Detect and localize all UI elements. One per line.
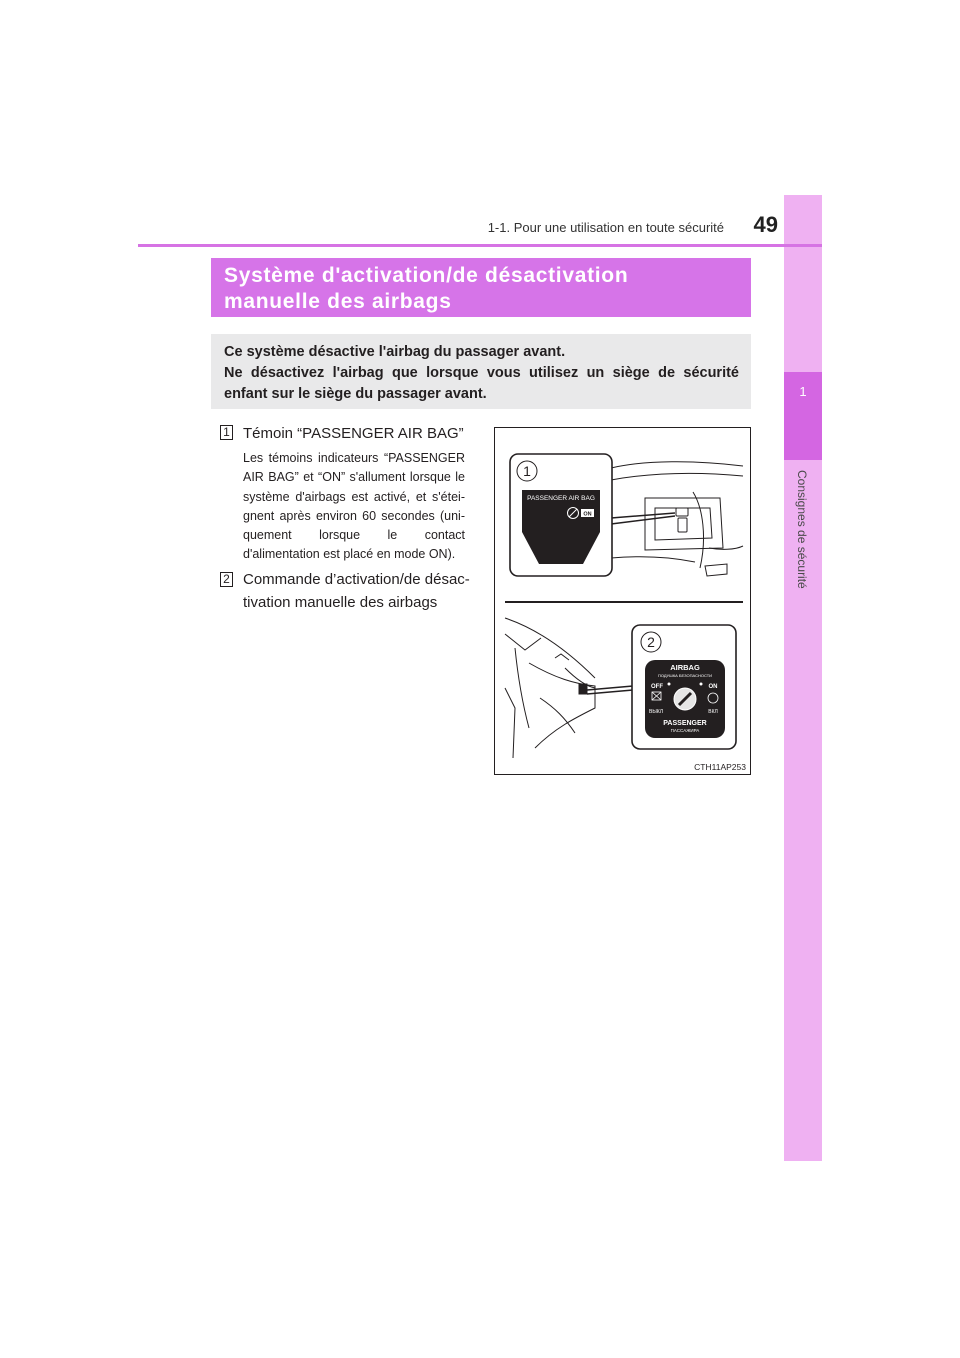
chapter-side-tab (784, 195, 822, 1161)
item-2-title-line1: Commande d’activation/de désac- (243, 571, 470, 588)
airbag-illustration (495, 428, 750, 774)
item-1-body-line: système d'airbags est activé, et s'étei- (243, 489, 465, 504)
section-title-line2: manuelle des airbags (224, 290, 452, 313)
item-1-body-line: d'alimentation est placé en mode ON). (243, 547, 456, 562)
callout-2-number: 2 (647, 634, 655, 650)
switch-on-label: ON (708, 684, 718, 690)
switch-bottom-label: PASSENGER (663, 720, 707, 727)
item-1-body-line: Les témoins indicateurs “PASSENGER (243, 451, 465, 465)
item-1-body-line: AIR BAG” et “ON” s'allument lorsque le (243, 470, 465, 485)
on-dot-icon (700, 683, 703, 686)
switch-top-label-ru: ПОДУШКА БЕЗОПАСНОСТИ (657, 673, 713, 678)
intro-line3: enfant sur le siège du passager avant. (224, 386, 487, 402)
switch-on-label-ru: ВКЛ (708, 709, 718, 715)
section-title-box (211, 258, 751, 317)
item-2-title-line2: tivation manuelle des airbags (243, 594, 438, 611)
page-number: 49 (753, 212, 778, 237)
callout-2-leader (587, 686, 633, 694)
item-number-badge: 2 (220, 572, 233, 587)
chapter-number: 1 (799, 384, 807, 399)
intro-line1: Ce système désactive l'airbag du passager avant. (224, 344, 566, 360)
item-1-body-line: gnent après environ 60 secondes (uni- (243, 508, 465, 523)
switch-off-label: OFF (651, 684, 663, 690)
off-dot-icon (668, 683, 671, 686)
item-1-title: Témoin “PASSENGER AIR BAG” (243, 425, 464, 442)
callout-1-number: 1 (523, 463, 531, 479)
intro-box (211, 334, 751, 409)
section-title-line1: Système d'activation/de désactivation (224, 264, 629, 287)
header-section-title: 1-1. Pour une utilisation en toute sécurité (487, 220, 724, 235)
figure-code: CTH11AP253 (694, 762, 746, 772)
airbag-figure (494, 427, 751, 775)
item-1-body (243, 449, 465, 565)
switch-top-label: AIRBAG (670, 663, 700, 672)
indicator-label: PASSENGER AIR BAG (527, 495, 595, 502)
switch-off-label-ru: ВЫКЛ (649, 709, 663, 715)
indicator-on-text: ON (583, 511, 592, 518)
item-1-body-line: quement lorsque le contact (243, 528, 465, 543)
chapter-label: Consignes de sécurité (795, 470, 809, 589)
dashboard-upper-drawing (611, 462, 743, 576)
item-number-badge: 1 (220, 425, 233, 440)
header-rule (138, 244, 822, 247)
intro-line2: Ne désactivez l'airbag que lorsque vous utilisez un siège de sécurité (224, 365, 739, 381)
callout-1-leader (611, 513, 675, 524)
dashboard-lower-drawing (505, 618, 595, 758)
switch-bottom-label-ru: ПАССАЖИРА (670, 728, 700, 733)
